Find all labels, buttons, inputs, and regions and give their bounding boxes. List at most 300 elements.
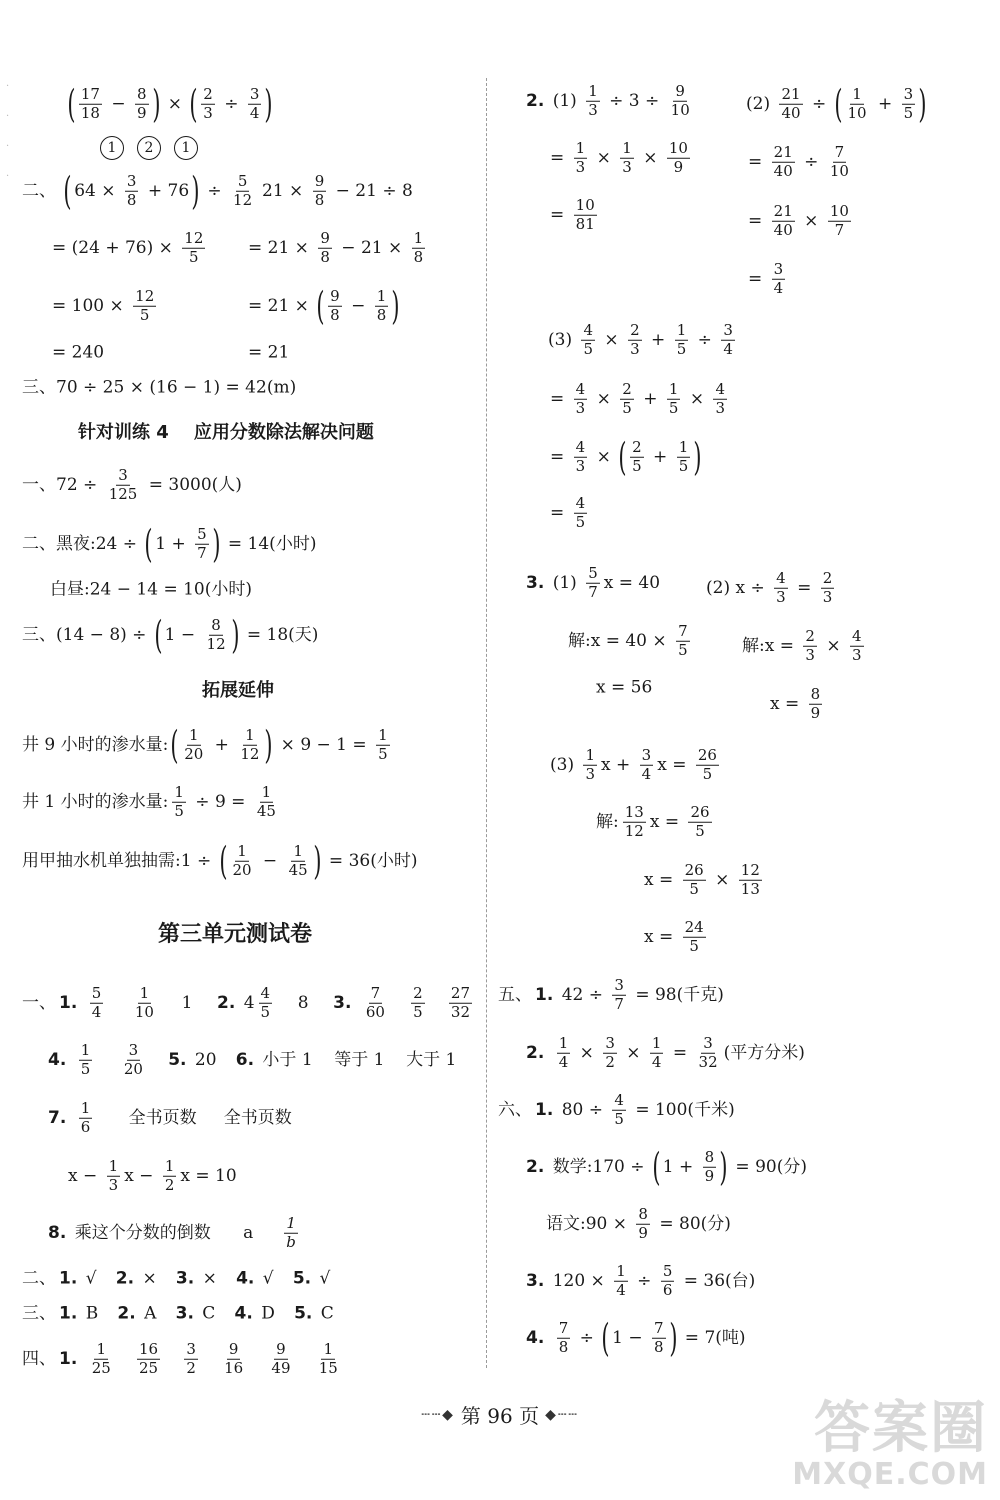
- numerator: 1: [108, 1156, 119, 1175]
- numerator: 24: [684, 917, 704, 936]
- denominator: 3: [630, 339, 640, 358]
- item-number: 1.: [59, 1348, 78, 1369]
- fraction: [376, 725, 390, 763]
- denominator: 8: [314, 190, 325, 209]
- denominator: 4: [723, 339, 733, 358]
- numerator: 21: [773, 142, 793, 161]
- fraction: [574, 195, 597, 233]
- fraction: [677, 437, 691, 475]
- numerator: 1: [616, 1261, 626, 1280]
- expr-text: 解:x = 40 ×: [568, 630, 673, 651]
- big-paren: (: [618, 434, 627, 479]
- numerator: 1: [378, 725, 388, 744]
- answer-line: [22, 521, 317, 566]
- column-divider: [486, 78, 487, 1368]
- expr-text: = 240: [52, 342, 105, 363]
- expr-text: = 36(台): [678, 1270, 756, 1291]
- fraction: [248, 84, 262, 122]
- answer-line: [526, 563, 661, 601]
- denominator: 3: [822, 587, 833, 606]
- fraction: [182, 725, 205, 763]
- expr-text: ×: [820, 635, 846, 656]
- expr-text: ÷ 3 ÷: [603, 90, 665, 111]
- answer-line: [550, 434, 702, 479]
- expr-text: [391, 995, 407, 1012]
- expr-text: = 3000(人): [143, 474, 242, 495]
- expr-text: ÷ 9 =: [189, 791, 251, 812]
- expr-text: =: [550, 388, 570, 409]
- fraction: [688, 802, 711, 840]
- fraction: [125, 171, 139, 209]
- item-number: 4.: [236, 1268, 255, 1289]
- denominator: 5: [622, 398, 632, 417]
- expr-text: x =: [657, 754, 692, 775]
- denominator: 10: [847, 103, 867, 122]
- denominator: 25: [91, 1358, 111, 1377]
- big-paren: ): [918, 81, 927, 126]
- denominator: 49: [271, 1358, 291, 1377]
- fraction: [828, 142, 851, 180]
- answer-line: [748, 201, 852, 239]
- denominator: 12: [240, 744, 260, 763]
- fraction: [779, 84, 802, 122]
- denominator: 25: [139, 1358, 159, 1377]
- item-number: 2.: [526, 1156, 545, 1177]
- numerator: 8: [638, 1204, 648, 1223]
- numerator: 4: [776, 568, 786, 587]
- numerator: 21: [773, 201, 793, 220]
- numerator: 1: [293, 841, 303, 860]
- denominator: 3: [805, 645, 815, 664]
- numerator: 27: [450, 983, 471, 1002]
- expr-text: D: [255, 1303, 292, 1324]
- denominator: 13: [740, 879, 760, 898]
- expr-text: 4: [238, 992, 255, 1013]
- expr-text: [249, 1351, 265, 1368]
- expr-text: 1 −: [612, 1327, 649, 1348]
- denominator: 3: [575, 456, 586, 475]
- expr-text: 用甲抽水机单独抽需:1 ÷: [22, 850, 217, 871]
- numerator: 7: [654, 1318, 664, 1337]
- denominator: 3: [715, 398, 726, 417]
- expr-text: +: [872, 93, 898, 114]
- answer-line: [644, 860, 763, 898]
- answer-line: [748, 259, 786, 297]
- item-number: 6.: [235, 1049, 255, 1070]
- expr-text: −: [257, 850, 283, 871]
- denominator: 9: [673, 157, 684, 176]
- item-number: 1.: [59, 1303, 78, 1324]
- expr-text: A: [138, 1303, 173, 1324]
- expr-text: [164, 1351, 180, 1368]
- denominator: 5: [689, 936, 699, 955]
- expr-text: − 21 ÷ 8: [330, 180, 413, 201]
- answer-line: [498, 975, 724, 1013]
- fraction: [182, 228, 205, 266]
- expr-text: 白昼:24 − 14 = 10(小时): [50, 579, 252, 600]
- expr-text: ×: [620, 1042, 646, 1063]
- answer-line: [78, 424, 374, 442]
- denominator: 7: [197, 543, 207, 562]
- numerator: 1: [286, 1213, 296, 1232]
- scan-edge-marks: · · · ·: [6, 81, 10, 182]
- fraction: [667, 379, 681, 417]
- numerator: 8: [704, 1147, 715, 1166]
- expr-text: 20: [189, 1049, 233, 1070]
- expr-text: = 21 ×: [248, 237, 315, 258]
- expr-text: +: [637, 388, 663, 409]
- big-paren: ): [264, 81, 273, 126]
- answer-line: [48, 1098, 292, 1136]
- page-number: 第 96 页: [460, 1404, 540, 1428]
- numerator: 4: [583, 320, 594, 339]
- expr-text: ×: [197, 1268, 234, 1289]
- numerator: 1: [261, 782, 272, 801]
- expr-text: = 7(吨): [679, 1327, 746, 1348]
- expr-text: =: [667, 1042, 693, 1063]
- big-paren: ): [264, 722, 273, 767]
- fraction: [172, 782, 186, 820]
- denominator: 45: [288, 860, 308, 879]
- expr-text: 21 ×: [262, 180, 309, 201]
- fraction: [703, 1147, 717, 1185]
- numerator: 10: [668, 138, 688, 157]
- numerator: 7: [834, 142, 845, 161]
- expr-text: =: [550, 446, 570, 467]
- item-number: 8.: [48, 1222, 67, 1243]
- expr-text: 小于 1 等于 1 大于 1: [257, 1049, 457, 1070]
- answer-line: [22, 168, 255, 213]
- circled-step: 1: [100, 136, 124, 160]
- numerator: 5: [662, 1261, 673, 1280]
- big-paren: (: [652, 1144, 661, 1189]
- denominator: 18: [80, 103, 100, 122]
- expr-text: x = 10: [180, 1165, 237, 1186]
- expr-text: = 21: [248, 342, 290, 363]
- answer-line: [526, 1144, 807, 1189]
- fraction: [612, 1090, 626, 1128]
- answer-line: [158, 924, 312, 946]
- numerator: 5: [197, 524, 207, 543]
- item-number: 2.: [115, 1268, 135, 1289]
- answer-line: [50, 579, 252, 600]
- denominator: 5: [139, 305, 150, 324]
- expr-text: x =: [649, 811, 685, 832]
- denominator: 15: [318, 1358, 338, 1377]
- denominator: 5: [260, 1002, 271, 1021]
- expr-text: x =: [644, 926, 679, 947]
- expr-text: [80, 995, 85, 1012]
- fraction: [90, 983, 104, 1021]
- denominator: 20: [232, 860, 252, 879]
- fraction: [586, 81, 600, 119]
- expr-text: [96, 1052, 118, 1069]
- big-paren: ): [313, 838, 322, 883]
- answer-line: [22, 838, 418, 883]
- fraction: [809, 684, 823, 722]
- denominator: 12: [206, 634, 226, 653]
- denominator: 3: [776, 587, 786, 606]
- denominator: 32: [698, 1052, 718, 1071]
- denominator: 5: [695, 821, 705, 840]
- big-paren: ): [212, 521, 221, 566]
- denominator: 4: [249, 103, 260, 122]
- numerator: 1: [237, 841, 247, 860]
- answer-line: [22, 1303, 334, 1324]
- fraction: [696, 745, 719, 783]
- big-paren: (: [144, 521, 153, 566]
- numerator: 1: [80, 1098, 91, 1117]
- answer-line: [526, 1033, 805, 1071]
- expr-text: [547, 1045, 552, 1062]
- answer-line: [568, 621, 691, 659]
- denominator: 7: [614, 994, 624, 1013]
- numerator: 1: [96, 1339, 107, 1358]
- answer-line: [498, 1090, 735, 1128]
- numerator: 12: [184, 228, 204, 247]
- denominator: 8: [330, 305, 340, 324]
- fraction: [581, 320, 595, 358]
- numerator: 2: [622, 379, 632, 398]
- fraction: [255, 782, 278, 820]
- fraction: [107, 465, 140, 503]
- item-number: 3.: [175, 1303, 194, 1324]
- denominator: 40: [773, 220, 793, 239]
- expr-text: 42 ÷: [556, 984, 609, 1005]
- answer-line: [644, 917, 707, 955]
- fraction: [739, 860, 762, 898]
- expr-text: x = 40: [603, 572, 661, 593]
- denominator: 40: [773, 161, 793, 180]
- denominator: 60: [365, 1002, 385, 1021]
- fraction: [603, 1033, 617, 1071]
- answer-line: [550, 493, 588, 531]
- expr-text: 1 +: [662, 1156, 699, 1177]
- fraction: [675, 320, 689, 358]
- expr-text: −: [105, 93, 131, 114]
- numerator: 21: [781, 84, 801, 103]
- denominator: 4: [641, 764, 652, 783]
- numerator: 1: [676, 320, 687, 339]
- fraction: [79, 1098, 93, 1136]
- numerator: 9: [330, 286, 340, 305]
- fraction: [652, 1318, 666, 1356]
- answer-line: [550, 745, 720, 783]
- expr-text: ×: [591, 446, 617, 467]
- expr-text: 井 1 小时的渗水量:: [22, 791, 169, 812]
- fraction: [697, 1033, 720, 1071]
- denominator: 5: [903, 103, 914, 122]
- fraction: [375, 286, 389, 324]
- numerator: 1: [668, 379, 679, 398]
- expr-text: ÷: [201, 180, 228, 201]
- fraction: [772, 259, 786, 297]
- big-paren: ): [719, 1144, 728, 1189]
- fraction: [137, 1339, 160, 1377]
- numerator: 8: [136, 84, 147, 103]
- expr-text: 二、黑夜:24 ÷: [22, 533, 143, 554]
- fraction: [574, 493, 588, 531]
- numerator: 8: [211, 615, 221, 634]
- fraction: [669, 81, 692, 119]
- circled-step: 1: [174, 136, 198, 160]
- answer-line: [48, 1213, 299, 1251]
- big-paren: ): [668, 1315, 678, 1360]
- fraction: [850, 626, 864, 664]
- denominator: 32: [450, 1002, 471, 1021]
- answer-line: [22, 782, 279, 820]
- numerator: 2: [203, 84, 213, 103]
- big-paren: (: [316, 283, 325, 328]
- numerator: 3: [126, 171, 137, 190]
- numerator: 5: [588, 563, 598, 582]
- expr-text: (2) x ÷: [706, 577, 771, 598]
- expr-text: = 36(小时): [323, 850, 418, 871]
- expr-text: ×: [591, 147, 617, 168]
- expr-text: B: [80, 1303, 115, 1324]
- expr-text: 井 9 小时的渗水量:: [22, 734, 169, 755]
- expr-text: (3): [548, 329, 578, 350]
- fraction: [412, 228, 426, 266]
- expr-text: 二、: [22, 180, 62, 201]
- denominator: 3: [108, 1175, 119, 1194]
- fraction: [574, 379, 588, 417]
- big-paren: (: [67, 81, 76, 126]
- expr-text: [202, 1351, 218, 1368]
- denominator: 9: [810, 703, 821, 722]
- expr-text: ÷: [631, 1270, 657, 1291]
- denominator: 4: [91, 1002, 102, 1021]
- answer-line: [546, 1204, 731, 1242]
- answer-line: [52, 228, 206, 266]
- numerator: 1: [558, 1033, 569, 1052]
- item-number: 7.: [48, 1107, 67, 1128]
- numerator: 1: [164, 1156, 175, 1175]
- fraction: [231, 171, 254, 209]
- numerator: 4: [575, 493, 586, 512]
- numerator: 3: [186, 1339, 196, 1358]
- denominator: 4: [651, 1052, 662, 1071]
- answer-line: [706, 568, 835, 606]
- expr-text: 8: [276, 992, 331, 1013]
- denominator: 5: [689, 879, 699, 898]
- answer-line: [248, 283, 400, 328]
- fraction: [328, 286, 342, 324]
- fraction: [79, 1040, 93, 1078]
- denominator: 20: [184, 744, 204, 763]
- expr-text: 五、: [498, 984, 532, 1005]
- fraction: [667, 138, 690, 176]
- denominator: 8: [376, 305, 387, 324]
- expr-text: 乘这个分数的倒数 a: [69, 1222, 281, 1243]
- answer-line: [248, 228, 426, 266]
- denominator: 8: [320, 247, 330, 266]
- expr-text: =: [748, 210, 768, 231]
- item-number: 4.: [526, 1327, 545, 1348]
- fraction: [107, 1156, 121, 1194]
- denominator: 7: [588, 582, 598, 601]
- expr-text: × 9 − 1 =: [275, 734, 373, 755]
- denominator: 4: [558, 1052, 569, 1071]
- numerator: 1: [376, 286, 387, 305]
- fraction: [411, 983, 425, 1021]
- numerator: 4: [575, 379, 586, 398]
- answer-line: [526, 1315, 746, 1360]
- expr-text: x =: [770, 693, 805, 714]
- denominator: 5: [583, 339, 594, 358]
- numerator: 3: [605, 1033, 615, 1052]
- expr-text: √: [257, 1268, 290, 1289]
- expr-text: [429, 995, 445, 1012]
- expr-text: ×: [574, 1042, 600, 1063]
- expr-text: +: [645, 329, 671, 350]
- answer-line: [67, 81, 273, 126]
- fraction: [222, 1339, 245, 1377]
- numerator: 3: [641, 745, 652, 764]
- numerator: 13: [624, 802, 644, 821]
- numerator: 7: [370, 983, 381, 1002]
- fraction: [284, 1213, 298, 1251]
- numerator: 4: [614, 1090, 624, 1109]
- item-number: 2.: [526, 90, 545, 111]
- denominator: 6: [80, 1117, 91, 1136]
- item-number: 1.: [535, 1099, 554, 1120]
- expr-text: 1 −: [164, 624, 201, 645]
- fraction: [721, 320, 735, 358]
- numerator: 16: [139, 1339, 159, 1358]
- expr-text: 二、: [22, 1268, 56, 1289]
- denominator: 16: [224, 1358, 244, 1377]
- expr-text: x +: [601, 754, 636, 775]
- denominator: 3: [575, 157, 586, 176]
- fraction: [640, 745, 654, 783]
- numerator: 12: [135, 286, 155, 305]
- expr-text: ÷: [574, 1327, 600, 1348]
- expr-text: = 100(千米): [629, 1099, 735, 1120]
- expr-text: =: [748, 151, 768, 172]
- expr-text: [297, 1351, 313, 1368]
- fraction: [614, 1261, 628, 1299]
- numerator: 1: [413, 228, 424, 247]
- denominator: 8: [126, 190, 137, 209]
- numerator: 1: [80, 1040, 91, 1059]
- fraction: [557, 1318, 571, 1356]
- circled-step: 2: [137, 136, 161, 160]
- numerator: 10: [829, 201, 849, 220]
- fraction: [620, 379, 634, 417]
- expr-text: = 80(分): [653, 1213, 731, 1234]
- answer-line: [548, 320, 736, 358]
- expr-text: =: [550, 204, 570, 225]
- denominator: 8: [558, 1337, 569, 1356]
- expr-text: C: [315, 1303, 334, 1324]
- item-number: 4.: [234, 1303, 253, 1324]
- answer-line: [52, 342, 105, 363]
- answer-line: [526, 1261, 756, 1299]
- expr-text: 解:: [596, 811, 619, 832]
- numerator: 3: [128, 1040, 139, 1059]
- fraction: [636, 1204, 650, 1242]
- expr-text: =: [550, 502, 570, 523]
- fraction: [133, 286, 156, 324]
- item-number: 5.: [294, 1303, 313, 1324]
- expr-text: +: [647, 446, 673, 467]
- denominator: 12: [624, 821, 644, 840]
- expr-text: 针对训练 4 应用分数除法解决问题: [78, 422, 374, 443]
- fraction: [184, 1339, 198, 1377]
- expr-text: √: [314, 1268, 331, 1289]
- fraction: [79, 84, 102, 122]
